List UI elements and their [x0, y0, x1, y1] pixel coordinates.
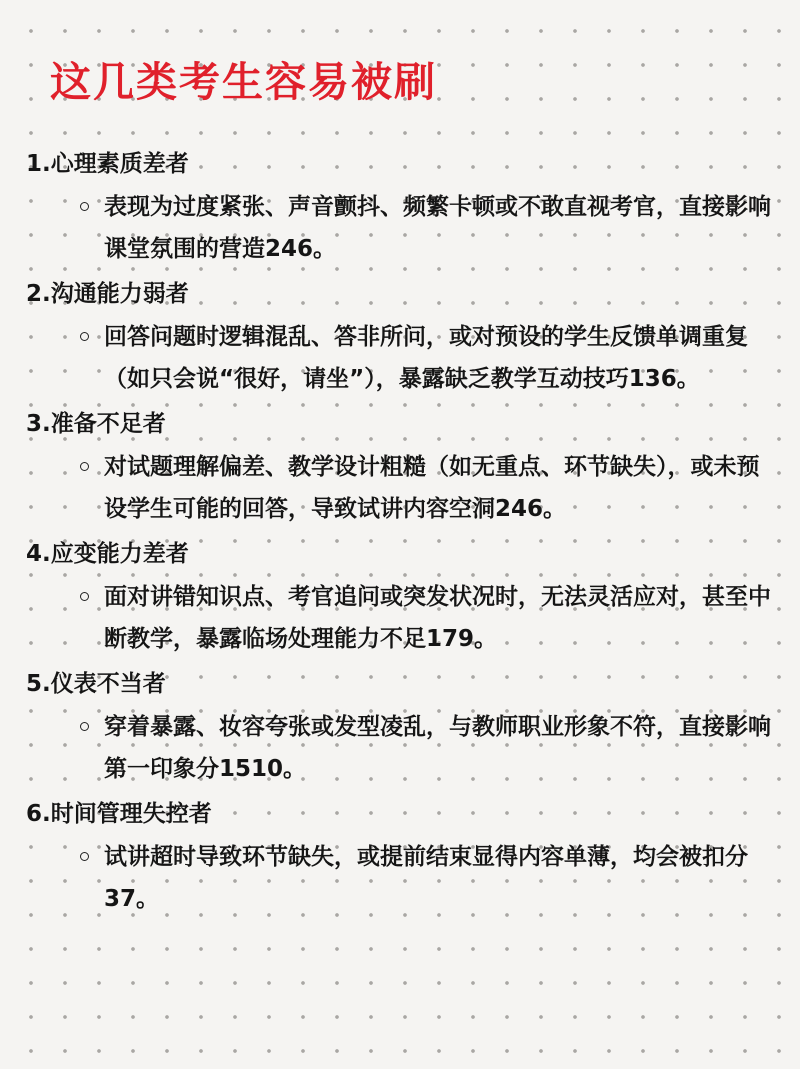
- hollow-circle-bullet-icon: [80, 202, 89, 211]
- section-list: [0, 142, 800, 922]
- section-2: [0, 272, 800, 400]
- section-4: [0, 532, 800, 660]
- section-1: [0, 142, 800, 270]
- section-heading: 6.时间管理失控者: [26, 801, 212, 827]
- section-6: [0, 792, 800, 920]
- bullet-text: 面对讲错知识点、考官追问或突发状况时，无法灵活应对，甚至中断教学，暴露临场处理能力不足179。: [104, 584, 771, 652]
- page-title: 这几类考生容易被刷: [50, 58, 437, 106]
- section-heading: 4.应变能力差者: [26, 541, 189, 567]
- section-heading: 5.仪表不当者: [26, 671, 166, 697]
- section-5: [0, 662, 800, 790]
- bullet-text: 表现为过度紧张、声音颤抖、频繁卡顿或不敢直视考官，直接影响课堂氛围的营造246。: [104, 194, 771, 262]
- bullet-text: 对试题理解偏差、教学设计粗糙（如无重点、环节缺失），或未预设学生可能的回答，导致试讲内容空洞246。: [104, 454, 760, 522]
- bullet-item: [0, 446, 800, 530]
- hollow-circle-bullet-icon: [80, 852, 89, 861]
- hollow-circle-bullet-icon: [80, 722, 89, 731]
- hollow-circle-bullet-icon: [80, 462, 89, 471]
- bullet-item: [0, 316, 800, 400]
- bullet-item: [0, 836, 800, 920]
- section-3: [0, 402, 800, 530]
- section-heading: 1.心理素质差者: [26, 151, 189, 177]
- section-heading: 3.准备不足者: [26, 411, 166, 437]
- bullet-item: [0, 706, 800, 790]
- bullet-text: 穿着暴露、妆容夸张或发型凌乱，与教师职业形象不符，直接影响第一印象分1510。: [104, 714, 771, 782]
- hollow-circle-bullet-icon: [80, 592, 89, 601]
- section-heading: 2.沟通能力弱者: [26, 281, 189, 307]
- bullet-item: [0, 186, 800, 270]
- hollow-circle-bullet-icon: [80, 332, 89, 341]
- bullet-text: 试讲超时导致环节缺失，或提前结束显得内容单薄，均会被扣分37。: [104, 844, 748, 912]
- bullet-text: 回答问题时逻辑混乱、答非所问，或对预设的学生反馈单调重复（如只会说“很好，请坐”），暴露缺乏教学互动技巧136。: [104, 324, 748, 392]
- bullet-item: [0, 576, 800, 660]
